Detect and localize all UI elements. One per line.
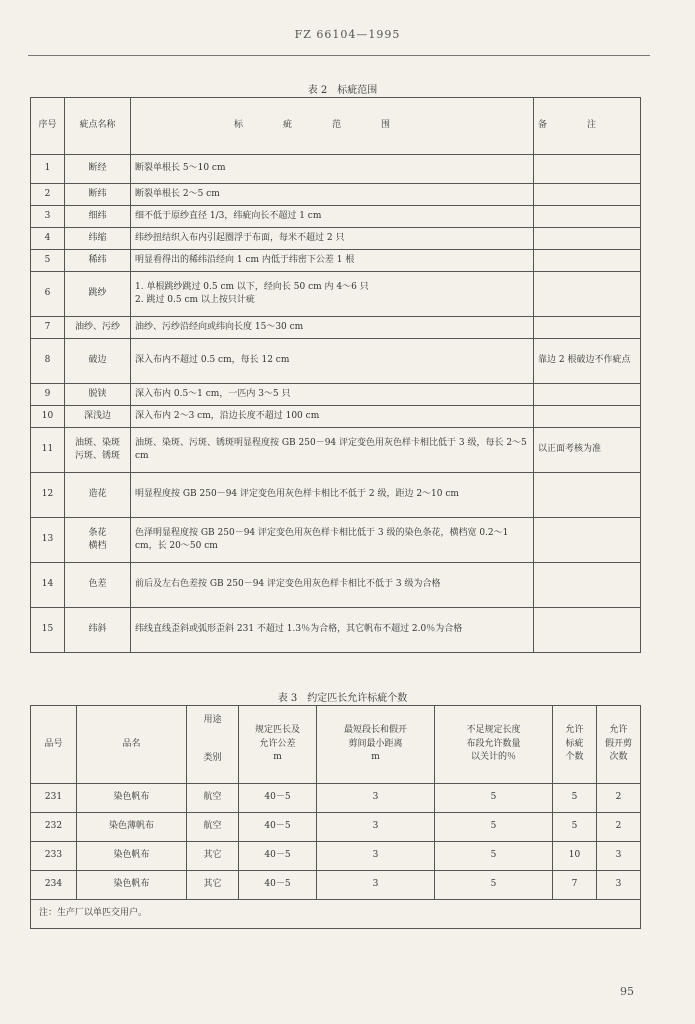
table-row [31, 473, 641, 518]
t3-header-use-top: 用途 [187, 706, 239, 735]
allowed-defects: 10 [553, 842, 597, 871]
t3-header-short-seg: 不足规定长度 布段允许数量 以关计的％ [435, 706, 553, 784]
defect-range: 前后及左右色差按 GB 250－94 评定变色用灰色样卡相比不低于 3 级为合格 [131, 563, 534, 608]
defect-name: 跳纱 [65, 272, 131, 317]
row-number: 6 [31, 272, 65, 317]
defect-range-table [30, 97, 641, 653]
table3-caption [0, 689, 695, 704]
table-row [31, 206, 641, 228]
defect-range: 断裂单根长 2～5 cm [131, 184, 534, 206]
remark [534, 228, 641, 250]
table2-caption-num: 表 2 [307, 85, 328, 96]
table-row [31, 250, 641, 272]
t3-header-use-bottom: 类别 [187, 735, 239, 784]
allowed-cuts: 2 [597, 784, 641, 813]
product-name: 染色帆布 [77, 784, 187, 813]
remark [534, 608, 641, 653]
defect-range: 油纱、污纱沿经向或纬向长度 15～30 cm [131, 317, 534, 339]
remark [534, 272, 641, 317]
defect-name: 造花 [65, 473, 131, 518]
defect-range: 细不低于原纱直径 1/3，纬疵向长不超过 1 cm [131, 206, 534, 228]
remark [534, 563, 641, 608]
defect-name: 脱铗 [65, 384, 131, 406]
defect-range: 明显程度按 GB 250－94 评定变色用灰色样卡相比不低于 2 级，距边 2～10 cm [131, 473, 534, 518]
remark [534, 155, 641, 184]
table-row [31, 406, 641, 428]
defect-range: 油斑、染斑、污斑、锈斑明显程度按 GB 250－94 评定变色用灰色样卡相比低于 3 级，每长 2～5 cm [131, 428, 534, 473]
table-row [31, 784, 641, 813]
row-number: 15 [31, 608, 65, 653]
row-number: 9 [31, 384, 65, 406]
min-segment: 3 [317, 813, 435, 842]
table-row [31, 608, 641, 653]
length-tolerance: 40－5 [239, 842, 317, 871]
defect-name: 色差 [65, 563, 131, 608]
min-segment: 3 [317, 842, 435, 871]
row-number: 1 [31, 155, 65, 184]
row-number: 5 [31, 250, 65, 272]
use-category: 其它 [187, 842, 239, 871]
defect-name: 稀纬 [65, 250, 131, 272]
table-row [31, 518, 641, 563]
defect-range: 纬线直线歪斜或弧形歪斜 231 不超过 1.3％为合格，其它帆布不超过 2.0％为合格 [131, 608, 534, 653]
defect-name: 油纱、污纱 [65, 317, 131, 339]
defect-name: 断纬 [65, 184, 131, 206]
length-tolerance: 40－5 [239, 871, 317, 900]
table-row [31, 184, 641, 206]
remark [534, 317, 641, 339]
allowed-defects: 5 [553, 813, 597, 842]
table-row [31, 155, 641, 184]
table-note-row [31, 900, 641, 929]
remark [534, 406, 641, 428]
min-segment: 3 [317, 871, 435, 900]
table-row [31, 871, 641, 900]
defect-range: 色泽明显程度按 GB 250－94 评定变色用灰色样卡相比低于 3 级的染色条花，横档宽 0.2～1 cm，长 20～50 cm [131, 518, 534, 563]
remark [534, 384, 641, 406]
length-tolerance: 40－5 [239, 784, 317, 813]
product-name: 染色帆布 [77, 842, 187, 871]
table-note: 注：生产厂以单匹交用户。 [31, 900, 641, 929]
product-no: 231 [31, 784, 77, 813]
row-number: 8 [31, 339, 65, 384]
t2-header-name: 疵点名称 [65, 98, 131, 155]
t2-header-remark: 备注 [534, 98, 641, 155]
defect-name: 纬缩 [65, 228, 131, 250]
short-segment: 5 [435, 842, 553, 871]
remark [534, 250, 641, 272]
remark [534, 184, 641, 206]
table3-caption-title: 约定匹长允许标疵个数 [307, 693, 408, 704]
table2-caption-title: 标疵范围 [337, 85, 378, 96]
t3-header-product-name: 品名 [77, 706, 187, 784]
remark: 靠边 2 根破边不作疵点 [534, 339, 641, 384]
use-category: 航空 [187, 813, 239, 842]
defect-range: 纬纱扭结织入布内引起圈浮于布面，每米不超过 2 只 [131, 228, 534, 250]
row-number: 3 [31, 206, 65, 228]
defect-name: 断经 [65, 155, 131, 184]
defect-name: 细纬 [65, 206, 131, 228]
row-number: 14 [31, 563, 65, 608]
standard-code: FZ 66104—1995 [294, 28, 401, 41]
product-name: 染色帆布 [77, 871, 187, 900]
table-row [31, 384, 641, 406]
defect-name: 条花 横档 [65, 518, 131, 563]
allowed-cuts: 3 [597, 842, 641, 871]
row-number: 12 [31, 473, 65, 518]
length-tolerance: 40－5 [239, 813, 317, 842]
defect-range: 断裂单根长 5～10 cm [131, 155, 534, 184]
min-segment: 3 [317, 784, 435, 813]
table2-caption [0, 81, 695, 96]
product-name: 染色薄帆布 [77, 813, 187, 842]
t2-header-no: 序号 [31, 98, 65, 155]
table-row [31, 842, 641, 871]
table-row [31, 428, 641, 473]
defect-name: 破边 [65, 339, 131, 384]
remark [534, 206, 641, 228]
allowed-cuts: 2 [597, 813, 641, 842]
defect-name: 油斑、染斑 污斑、锈斑 [65, 428, 131, 473]
defect-range: 明显看得出的稀纬沿经向 1 cm 内低于纬密下公差 1 根 [131, 250, 534, 272]
short-segment: 5 [435, 813, 553, 842]
t3-header-min-seg: 最短段长和假开 剪间最小距离 m [317, 706, 435, 784]
remark [534, 473, 641, 518]
table-row [31, 272, 641, 317]
table-row [31, 813, 641, 842]
defect-name: 纬斜 [65, 608, 131, 653]
table-row [31, 228, 641, 250]
row-number: 4 [31, 228, 65, 250]
short-segment: 5 [435, 784, 553, 813]
short-segment: 5 [435, 871, 553, 900]
table-row [31, 563, 641, 608]
product-no: 232 [31, 813, 77, 842]
use-category: 航空 [187, 784, 239, 813]
use-category: 其它 [187, 871, 239, 900]
defect-range: 深入布内 2～3 cm，沿边长度不超过 100 cm [131, 406, 534, 428]
remark [534, 518, 641, 563]
t3-header-length: 规定匹长及 允许公差 m [239, 706, 317, 784]
row-number: 2 [31, 184, 65, 206]
defect-range: 深入布内不超过 0.5 cm，每长 12 cm [131, 339, 534, 384]
table-row [31, 339, 641, 384]
product-no: 234 [31, 871, 77, 900]
defect-range: 深入布内 0.5～1 cm，一匹内 3～5 只 [131, 384, 534, 406]
table3-caption-num: 表 3 [277, 693, 298, 704]
t3-header-product-no: 品号 [31, 706, 77, 784]
allowed-defects: 7 [553, 871, 597, 900]
row-number: 11 [31, 428, 65, 473]
allowed-cuts: 3 [597, 871, 641, 900]
row-number: 10 [31, 406, 65, 428]
allowed-defects-table [30, 705, 641, 929]
defect-name: 深浅边 [65, 406, 131, 428]
row-number: 13 [31, 518, 65, 563]
table-row [31, 317, 641, 339]
t2-header-range: 标疵范围 [131, 98, 534, 155]
page-number: 95 [620, 985, 634, 998]
t3-header-allowed-defects: 允许 标疵 个数 [553, 706, 597, 784]
header-rule [28, 55, 650, 56]
defect-range: 1. 单根跳纱跳过 0.5 cm 以下，经向长 50 cm 内 4～6 只 2. 跳过 0.5 cm 以上按只计疵 [131, 272, 534, 317]
allowed-defects: 5 [553, 784, 597, 813]
product-no: 233 [31, 842, 77, 871]
t3-header-allowed-cuts: 允许 假开剪 次数 [597, 706, 641, 784]
remark: 以正面考核为准 [534, 428, 641, 473]
row-number: 7 [31, 317, 65, 339]
